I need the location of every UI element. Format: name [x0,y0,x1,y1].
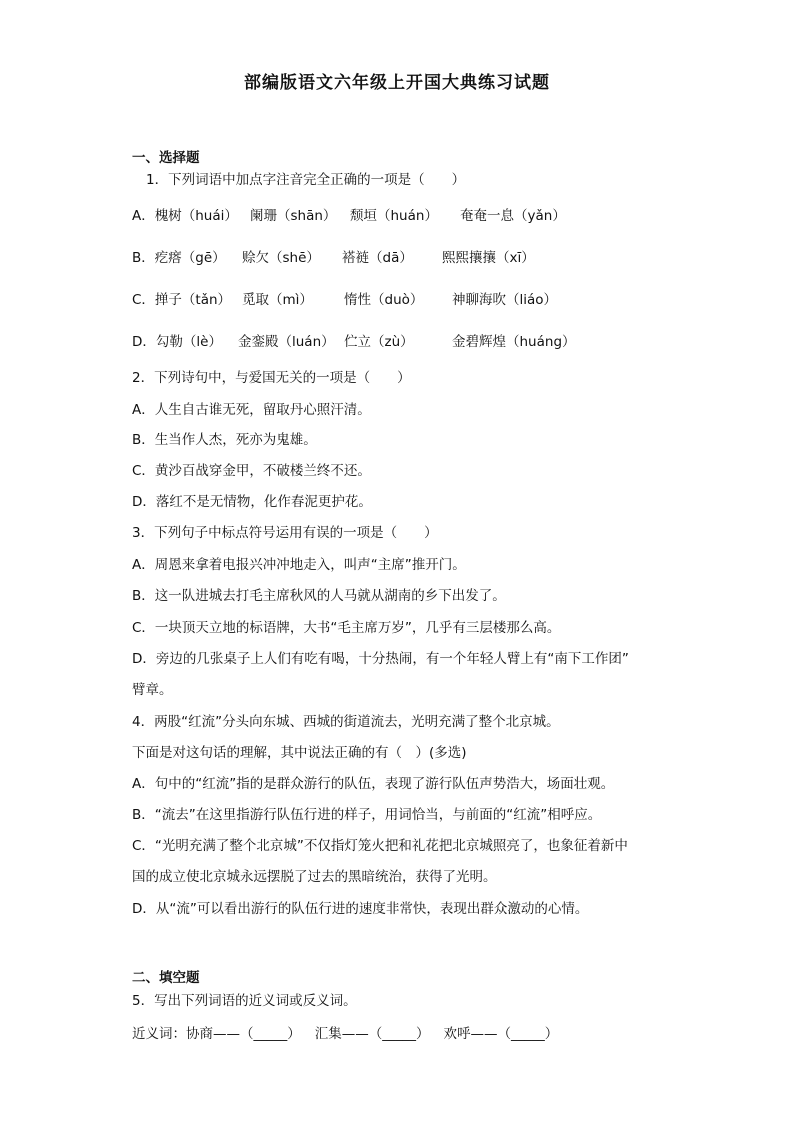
option-part: 赊欠（shē） [242,250,320,266]
question-4-option-c: C．“光明充满了整个北京城”不仅指灯笼火把和礼花把北京城照亮了，也象征着新中 [132,838,628,854]
option-part: 颓垣（huán） [350,208,438,224]
question-2-option-b: B．生当作人杰，死亦为鬼雄。 [132,432,317,448]
option-part: B．疙瘩（gē） [132,250,226,266]
option-part: A．槐树（huái） [132,208,238,224]
question-1-option-b [132,248,535,268]
fill-blank-item[interactable]: 欢呼——（_____） [443,1026,559,1042]
option-part: 金銮殿（luán） [238,334,335,350]
option-part: 惰性（duò） [344,292,424,308]
question-2-option-c: C．黄沙百战穿金甲，不破楼兰终不还。 [132,463,371,479]
option-part: C．掸子（tǎn） [132,292,232,308]
question-1-option-a [132,206,566,226]
question-1-option-d [132,332,576,352]
question-4-option-c-continued: 国的成立使北京城永远摆脱了过去的黑暗统治，获得了光明。 [132,869,497,885]
question-1-option-c [132,290,557,310]
option-part: 伫立（zù） [344,334,414,350]
option-part: 神聊海吹（liáo） [452,292,558,308]
question-2-stem: 2．下列诗句中，与爱国无关的一项是（ ） [132,370,411,386]
option-part: 阑珊（shān） [250,208,337,224]
option-part: 褡裢（dā） [342,250,413,266]
option-part: D．勾勒（lè） [132,334,222,350]
question-3-option-b: B．这一队进城去打毛主席秋风的人马就从湖南的乡下出发了。 [132,588,506,604]
question-4-option-d: D．从“流”可以看出游行的队伍行进的速度非常快，表现出群众激动的心情。 [132,901,589,917]
option-part: 熙熙攘攘（xī） [442,250,535,266]
synonym-label: 近义词： [132,1026,186,1042]
question-5-stem: 5．写出下列词语的近义词或反义词。 [132,993,357,1009]
question-1-stem: 1．下列词语中加点字注音完全正确的一项是（ ） [146,172,466,188]
page-title: 部编版语文六年级上开国大典练习试题 [244,73,550,93]
option-part: 觅取（mì） [242,292,313,308]
section-heading-fill: 二、填空题 [132,970,200,986]
question-4-stem: 4．两股“红流”分头向东城、西城的街道流去，光明充满了整个北京城。 [132,714,560,730]
question-4-option-a: A．句中的“红流”指的是群众游行的队伍，表现了游行队伍声势浩大，场面壮观。 [132,776,615,792]
fill-blank-item[interactable]: 协商——（_____） [186,1026,301,1042]
question-3-option-c: C．一块顶天立地的标语牌，大书“毛主席万岁”，几乎有三层楼那么高。 [132,620,561,636]
option-part: 金碧辉煌（huáng） [452,334,576,350]
question-3-option-a: A．周恩来拿着电报兴冲冲地走入，叫声“主席”推开门。 [132,557,466,573]
question-2-option-d: D．落红不是无情物，化作春泥更护花。 [132,494,372,510]
option-part: 奄奄一息（yǎn） [460,208,566,224]
question-4-instruction: 下面是对这句话的理解，其中说法正确的有（ ）(多选) [132,745,467,761]
fill-blank-item[interactable]: 汇集——（_____） [314,1026,430,1042]
question-5-synonyms-row [132,1024,558,1044]
question-3-stem: 3．下列句子中标点符号运用有误的一项是（ ） [132,525,438,541]
question-4-option-b: B．“流去”在这里指游行队伍行进的样子，用词恰当，与前面的“红流”相呼应。 [132,807,602,823]
section-heading-choice: 一、选择题 [132,150,200,166]
question-2-option-a: A．人生自古谁无死，留取丹心照汗清。 [132,402,371,418]
question-3-option-d: D．旁边的几张桌子上人们有吃有喝，十分热闹，有一个年轻人臂上有“南下工作团” [132,651,629,667]
question-3-option-d-continued: 臂章。 [132,682,173,698]
